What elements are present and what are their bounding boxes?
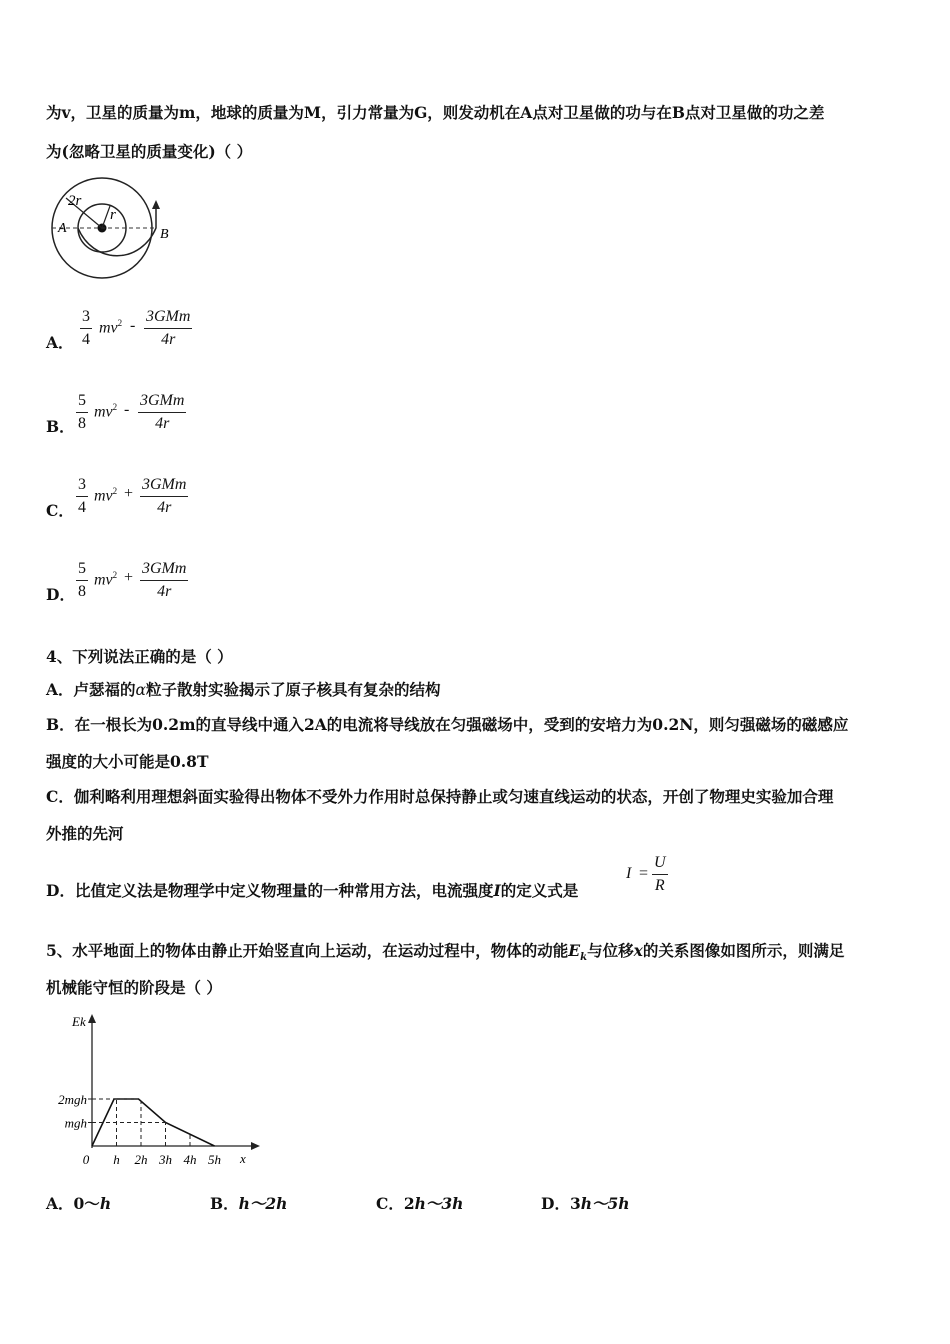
q3-stem-line1: 为v，卫星的质量为m，地球的质量为M，引力常量为G，则发动机在A点对卫星做的功与在B点对卫星做的功之差 — [46, 103, 825, 122]
orbit-figure — [44, 176, 180, 284]
x-axis-label: x — [240, 1151, 246, 1166]
formula-fraction: $\frac{U}{R}$ — [654, 854, 666, 894]
q3-stem-line2: 为(忽略卫星的质量变化)（ ） — [46, 142, 253, 161]
q5-stem-line1: 5、水平地面上的物体由静止开始竖直向上运动，在运动过程中，物体的动能$E_k$与位移x的关系图像如图所示，则满足 — [46, 941, 845, 964]
coef-fraction: $\frac{5}{8}$ — [78, 392, 86, 432]
q4-option-c-line2: 外推的先河 — [46, 824, 124, 843]
gmm-fraction: 3GMm 4r — [142, 560, 187, 600]
x-tick-label: 5h — [208, 1152, 221, 1167]
direction-arrow — [152, 200, 160, 209]
x-tick-label: h — [113, 1152, 120, 1167]
label-B: B — [160, 227, 169, 242]
option-label: C． — [46, 501, 74, 520]
operator: + — [124, 569, 134, 586]
y-tick-label: 2mgh — [58, 1092, 87, 1107]
operator: + — [124, 485, 134, 502]
y-tick-label: mgh — [64, 1115, 87, 1131]
q4-stem: 4、下列说法正确的是（ ） — [46, 647, 233, 666]
coef-fraction: $\frac{3}{4}$ — [82, 308, 90, 348]
mv-term: $mv^2$ — [94, 486, 118, 505]
option-label: B． — [46, 417, 75, 436]
radius-r — [102, 206, 110, 228]
label-2r: 2r — [68, 193, 82, 209]
operator: - — [130, 317, 136, 334]
ek-x-chart — [40, 1010, 270, 1175]
ek-series-line — [92, 1099, 215, 1146]
mv-term: $mv^2$ — [94, 402, 118, 421]
option-label: D． — [46, 585, 75, 604]
label-r: r — [110, 207, 116, 223]
coef-fraction: $\frac{3}{4}$ — [78, 476, 86, 516]
q4-option-c-line1: C．伽利略利用理想斜面实验得出物体不受外力作用时总保持静止或匀速直线运动的状态，开创了物理史实验加合理 — [46, 787, 834, 806]
gmm-fraction: 3GMm 4r — [142, 476, 187, 516]
coef-fraction: $\frac{5}{8}$ — [78, 560, 86, 600]
q5-option-b: B．h～2h — [210, 1194, 288, 1213]
q5-stem-line2: 机械能守恒的阶段是（ ） — [46, 978, 222, 997]
x-axis-arrow — [251, 1142, 260, 1150]
gmm-fraction: 3GMm 4r — [146, 308, 191, 348]
mv-term: $mv^2$ — [99, 318, 123, 337]
q4-option-b-line1: B．在一根长为0.2m的直导线中通入2A的电流将导线放在匀强磁场中，受到的安培力为0.2N，则匀强磁场的磁感应 — [46, 715, 849, 734]
y-axis-arrow — [88, 1014, 96, 1023]
mv-term: $mv^2$ — [94, 570, 118, 589]
x-tick-label: 4h — [183, 1152, 197, 1167]
x-tick-label: 0 — [82, 1152, 90, 1167]
operator: - — [124, 401, 130, 418]
formula-lhs: I — [626, 865, 632, 882]
q4-option-d: D．比值定义法是物理学中定义物理量的一种常用方法，电流强度I的定义式是 — [46, 881, 579, 900]
option-label: A． — [46, 333, 74, 352]
q4-option-b-line2: 强度的大小可能是0.8T — [46, 752, 209, 771]
gmm-fraction: 3GMm 4r — [140, 392, 185, 432]
q5-option-a: A．0～h — [46, 1194, 112, 1213]
q5-option-c: C．2h～3h — [376, 1194, 464, 1213]
x-tick-label: 3h — [159, 1152, 172, 1167]
label-A: A — [58, 221, 67, 236]
q4-option-a: A．卢瑟福的α粒子散射实验揭示了原子核具有复杂的结构 — [46, 680, 441, 699]
formula-eq: = — [639, 865, 649, 882]
y-axis-label: Ek — [72, 1014, 86, 1029]
q5-option-d: D．3h～5h — [541, 1194, 630, 1213]
x-tick-label: 2h — [134, 1152, 148, 1167]
